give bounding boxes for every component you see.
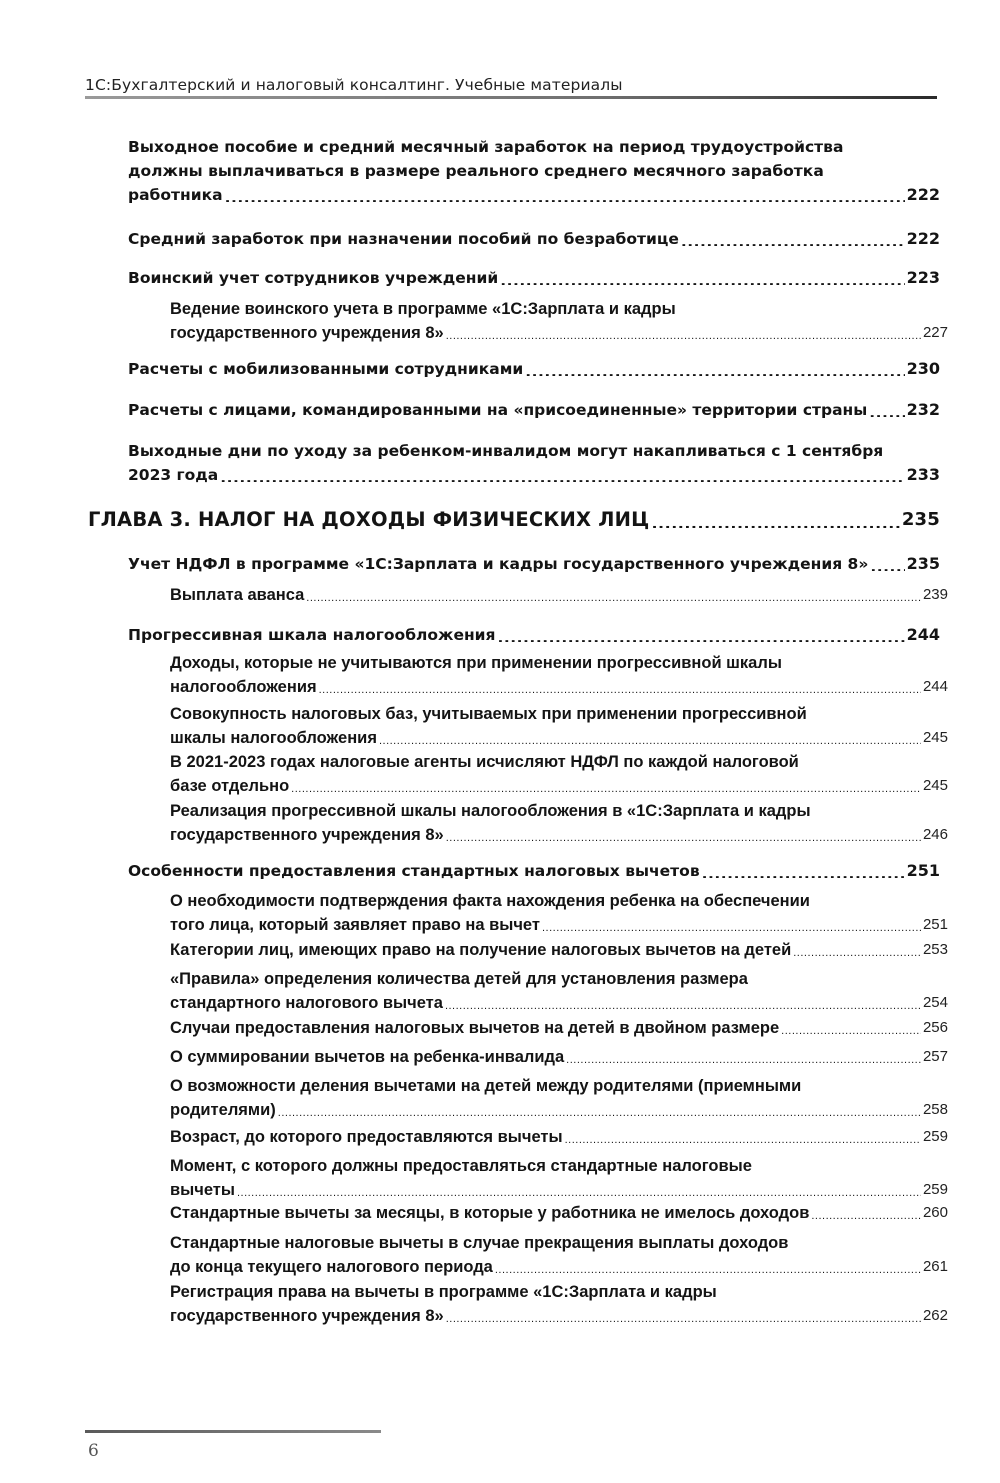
- toc-title-line: налогообложения: [170, 678, 317, 696]
- toc-entry-title: [170, 297, 948, 345]
- toc-title-line: родителями): [170, 1101, 276, 1119]
- toc-title-line: государственного учреждения 8»: [170, 826, 444, 844]
- dot-leader: [306, 594, 921, 602]
- toc-entry: [170, 1154, 948, 1202]
- toc-chapter: [88, 508, 940, 532]
- toc-title-line: Случаи предоставления налоговых вычетов на детей в двойном размере: [170, 1019, 780, 1037]
- toc-entry-title: [170, 1045, 948, 1069]
- toc-entry: [128, 266, 940, 290]
- dot-leader: [497, 634, 904, 642]
- toc-title-line: Реализация прогрессивной шкалы налогообложения в «1С:Зарплата и кадры: [170, 802, 811, 820]
- toc-page-number: 254: [922, 994, 948, 1011]
- dot-leader: [446, 332, 921, 340]
- toc-page-number: 244: [906, 625, 940, 644]
- dot-leader: [542, 924, 921, 932]
- dot-leader: [379, 737, 921, 745]
- toc-title-line: Выходные дни по уходу за ребенком-инвалидом могут накапливаться с 1 сентября: [128, 442, 884, 460]
- toc-page-number: 260: [922, 1204, 948, 1221]
- dot-leader: [793, 949, 921, 957]
- toc-page-number: 251: [906, 861, 940, 880]
- toc-title-line: В 2021-2023 годах налоговые агенты исчисляют НДФЛ по каждой налоговой: [170, 753, 799, 771]
- dot-leader: [225, 194, 905, 202]
- toc-page-number: 246: [922, 826, 948, 843]
- toc-entry-title: [170, 1074, 948, 1122]
- toc-title-line: Расчеты с мобилизованными сотрудниками: [128, 360, 524, 378]
- toc-entry: [170, 1074, 948, 1122]
- toc-entry: [170, 967, 948, 1015]
- toc-title-line: должны выплачиваться в размере реального среднего месячного заработка: [128, 162, 824, 180]
- toc-entry-title: [170, 938, 948, 962]
- toc-title-line: государственного учреждения 8»: [170, 1307, 444, 1325]
- toc-title-line: стандартного налогового вычета: [170, 994, 443, 1012]
- toc-page-number: 232: [906, 400, 940, 419]
- toc-page-number: 253: [922, 941, 948, 958]
- dot-leader: [445, 1002, 921, 1010]
- toc-entry: [128, 398, 940, 422]
- toc-page-number: 245: [922, 777, 948, 794]
- dot-leader: [237, 1189, 921, 1197]
- toc-page-number: 259: [922, 1128, 948, 1145]
- dot-leader: [278, 1109, 921, 1117]
- toc-title-line: 2023 года: [128, 466, 219, 484]
- toc-entry: [128, 135, 940, 207]
- toc-page-number: 256: [922, 1019, 948, 1036]
- toc-entry: [128, 357, 940, 381]
- toc-page-number: 262: [922, 1307, 948, 1324]
- toc-title-line: Стандартные вычеты за месяцы, в которые у работника не имелось доходов: [170, 1204, 810, 1222]
- toc-entry: [170, 583, 948, 607]
- toc-title-line: Стандартные налоговые вычеты в случае прекращения выплаты доходов: [170, 1234, 789, 1252]
- dot-leader: [870, 563, 904, 571]
- toc-title-line: Регистрация права на вычеты в программе «1С:Зарплата и кадры: [170, 1283, 717, 1301]
- toc-title-line: Выходное пособие и средний месячный заработок на период трудоустройства: [128, 138, 844, 156]
- toc-title-line: Выплата аванса: [170, 586, 305, 604]
- toc-entry-title: [128, 552, 940, 576]
- dot-leader: [651, 520, 899, 528]
- toc-title-line: Возраст, до которого предоставляются вычеты: [170, 1128, 563, 1146]
- toc-page-number: 251: [922, 916, 948, 933]
- toc-title-line: Категории лиц, имеющих право на получение налоговых вычетов на детей: [170, 941, 792, 959]
- toc-entry-title: [170, 702, 948, 750]
- toc-entry: [128, 859, 940, 883]
- toc-page-number: 233: [906, 465, 940, 484]
- toc-entry: [170, 889, 948, 937]
- toc-title-line: Ведение воинского учета в программе «1С:Зарплата и кадры: [170, 300, 676, 318]
- toc-entry-title: [170, 1016, 948, 1040]
- toc-entry-title: [170, 750, 948, 798]
- toc-title-line: Средний заработок при назначении пособий по безработице: [128, 230, 679, 248]
- toc-title-line: шкалы налогообложения: [170, 729, 377, 747]
- toc-entry: [170, 297, 948, 345]
- dot-leader: [446, 834, 921, 842]
- dot-leader: [220, 474, 904, 482]
- toc-page-number: 235: [906, 554, 940, 573]
- toc-title-line: вычеты: [170, 1181, 235, 1199]
- toc-page-number: 227: [922, 324, 948, 341]
- toc-title-line: базе отдельно: [170, 777, 290, 795]
- toc-entry-title: [128, 439, 940, 487]
- dot-leader: [781, 1027, 921, 1035]
- toc-entry: [170, 1125, 948, 1149]
- toc-title-line: О необходимости подтверждения факта нахождения ребенка на обеспечении: [170, 892, 810, 910]
- page-number: 6: [88, 1441, 99, 1461]
- toc-title-line: Прогрессивная шкала налогообложения: [128, 626, 496, 644]
- toc-page-number: 222: [906, 229, 940, 248]
- toc-entry-title: [170, 1231, 948, 1279]
- toc-entry-title: [128, 398, 940, 422]
- toc-title-line: до конца текущего налогового периода: [170, 1258, 493, 1276]
- toc-page-number: 245: [922, 729, 948, 746]
- toc-entry: [128, 623, 940, 647]
- dot-leader: [446, 1315, 921, 1323]
- toc-page-number: 223: [906, 268, 940, 287]
- toc-page-number: 244: [922, 678, 948, 695]
- dot-leader: [525, 368, 904, 376]
- dot-leader: [869, 409, 904, 417]
- toc-title-line: ГЛАВА 3. НАЛОГ НА ДОХОДЫ ФИЗИЧЕСКИХ ЛИЦ: [88, 508, 650, 531]
- toc-entry-title: [128, 357, 940, 381]
- toc-entry-title: [170, 651, 948, 699]
- toc-entry: [170, 938, 948, 962]
- toc-entry-title: [170, 1154, 948, 1202]
- toc-entry: [170, 750, 948, 798]
- toc-page-number: 261: [922, 1258, 948, 1275]
- toc-title-line: «Правила» определения количества детей для установления размера: [170, 970, 748, 988]
- toc-page-number: 239: [922, 586, 948, 603]
- toc-entry: [128, 552, 940, 576]
- toc-entry: [170, 1016, 948, 1040]
- toc-entry-title: [128, 859, 940, 883]
- toc-entry: [170, 651, 948, 699]
- toc-title-line: О суммировании вычетов на ребенка-инвалида: [170, 1048, 565, 1066]
- dot-leader: [500, 277, 904, 285]
- toc-title-line: Расчеты с лицами, командированными на «присоединенные» территории страны: [128, 401, 868, 419]
- toc-title-line: О возможности деления вычетами на детей между родителями (приемными: [170, 1077, 802, 1095]
- toc-entry: [170, 1280, 948, 1328]
- toc-title-line: Учет НДФЛ в программе «1С:Зарплата и кадры государственного учреждения 8»: [128, 555, 869, 573]
- toc-entry-title: [170, 889, 948, 937]
- toc-page-number: 235: [901, 509, 940, 530]
- toc-entry-title: [88, 508, 940, 532]
- toc-entry-title: [170, 799, 948, 847]
- toc-page-number: 222: [906, 185, 940, 204]
- toc-title-line: Особенности предоставления стандартных налоговых вычетов: [128, 862, 700, 880]
- toc-title-line: Воинский учет сотрудников учреждений: [128, 269, 499, 287]
- toc-entry-title: [170, 583, 948, 607]
- toc-title-line: Момент, с которого должны предоставляться стандартные налоговые: [170, 1157, 752, 1175]
- dot-leader: [565, 1136, 921, 1144]
- toc-page-number: 230: [906, 359, 940, 378]
- toc-entry-title: [128, 135, 940, 207]
- toc-page-number: 258: [922, 1101, 948, 1118]
- toc-entry-title: [170, 967, 948, 1015]
- toc-title-line: Доходы, которые не учитываются при применении прогрессивной шкалы: [170, 654, 782, 672]
- footer-rule: [85, 1430, 381, 1433]
- dot-leader: [495, 1266, 921, 1274]
- toc-entry: [170, 799, 948, 847]
- header-rule: [85, 96, 937, 99]
- toc-title-line: государственного учреждения 8»: [170, 324, 444, 342]
- toc-entry-title: [170, 1201, 948, 1225]
- toc-page-number: 257: [922, 1048, 948, 1065]
- toc-entry-title: [128, 266, 940, 290]
- dot-leader: [681, 238, 905, 246]
- toc-entry: [128, 439, 940, 487]
- dot-leader: [291, 785, 921, 793]
- toc-title-line: того лица, который заявляет право на вычет: [170, 916, 540, 934]
- toc-entry-title: [128, 623, 940, 647]
- toc-title-line: работника: [128, 186, 223, 204]
- toc-entry: [170, 702, 948, 750]
- dot-leader: [811, 1212, 921, 1220]
- toc-entry-title: [128, 227, 940, 251]
- toc-entry: [170, 1231, 948, 1279]
- toc-entry-title: [170, 1280, 948, 1328]
- toc-entry-title: [170, 1125, 948, 1149]
- toc-entry: [170, 1045, 948, 1069]
- toc-entry: [170, 1201, 948, 1225]
- running-head: 1С:Бухгалтерский и налоговый консалтинг. Учебные материалы: [85, 76, 623, 94]
- toc-title-line: Совокупность налоговых баз, учитываемых при применении прогрессивной: [170, 705, 807, 723]
- toc-entry: [128, 227, 940, 251]
- toc-page-number: 259: [922, 1181, 948, 1198]
- dot-leader: [319, 686, 921, 694]
- dot-leader: [702, 870, 905, 878]
- dot-leader: [566, 1056, 921, 1064]
